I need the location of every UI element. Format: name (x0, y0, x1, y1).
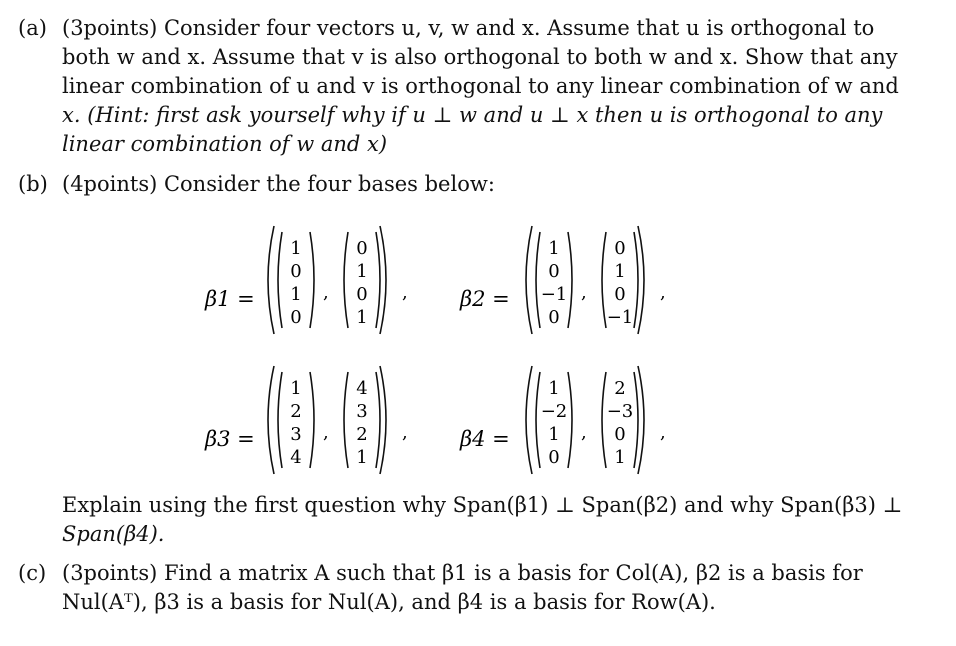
vector-entry: 1 (290, 238, 302, 259)
part-b-intro: (4points) Consider the four bases below: (62, 172, 495, 196)
svg-text:,: , (660, 422, 666, 443)
vector-entry: 1 (356, 447, 368, 468)
vector-entry: 1 (614, 261, 626, 282)
basis-label: β4 = (460, 427, 510, 451)
part-a-label: (a) (18, 16, 47, 40)
vector-entry: 0 (548, 447, 560, 468)
vector-entry: 1 (356, 307, 368, 328)
part-a-line-1: (3points) Consider four vectors u, v, w and x. Assume that u is orthogonal to (62, 16, 875, 40)
vector-entry: 1 (548, 238, 560, 259)
vector-entry: 1 (290, 378, 302, 399)
part-c-line-1: (3points) Find a matrix A such that β1 is a basis for Col(A), β2 is a basis for (62, 561, 863, 585)
svg-text:,: , (402, 282, 408, 303)
part-b-explain-2: Span(β4). (62, 522, 165, 546)
vector-entry: 1 (548, 424, 560, 445)
svg-text:,: , (581, 422, 587, 443)
svg-text:,: , (402, 422, 408, 443)
vector-entry: 0 (614, 238, 626, 259)
basis-label: β2 = (460, 287, 510, 311)
vector-entry: 0 (290, 261, 302, 282)
part-a-line-5: linear combination of w and x) (62, 132, 388, 156)
vector-entry: 0 (356, 284, 368, 305)
vector-entry: 0 (290, 307, 302, 328)
vector-entry: 2 (290, 401, 302, 422)
basis-4 (459, 366, 666, 474)
vector-entry: 0 (548, 261, 560, 282)
bases-figure (0, 212, 956, 502)
part-b-explain-1: Explain using the first question why Span(β1) ⊥ Span(β2) and why Span(β3) ⊥ (62, 493, 903, 517)
part-a-line-3: linear combination of u and v is orthogonal to any linear combination of w and (62, 74, 899, 98)
vector-entry: 1 (290, 284, 302, 305)
vector-entry: 1 (614, 447, 626, 468)
part-a-line-4: x. (Hint: first ask yourself why if u ⊥ w and u ⊥ x then u is orthogonal to any (62, 103, 883, 127)
vector-entry: −1 (606, 307, 634, 328)
vector-entry: 3 (290, 424, 302, 445)
vector-entry: 0 (614, 424, 626, 445)
vector-entry: 0 (356, 238, 368, 259)
vector-entry: −3 (606, 401, 634, 422)
vector-entry: 3 (356, 401, 368, 422)
vector-entry: 0 (614, 284, 626, 305)
vector-entry: 4 (290, 447, 302, 468)
svg-text:,: , (660, 282, 666, 303)
basis-1 (204, 226, 408, 334)
vector-entry: −2 (540, 401, 568, 422)
part-b-label: (b) (18, 172, 48, 196)
basis-2 (459, 226, 666, 334)
part-c-line-2: Nul(Aᵀ), β3 is a basis for Nul(A), and β4 is a basis for Row(A). (62, 590, 716, 614)
vector-entry: 1 (548, 378, 560, 399)
vector-entry: 1 (356, 261, 368, 282)
part-c-label: (c) (18, 561, 47, 585)
part-a-line-2: both w and x. Assume that v is also orthogonal to both w and x. Show that any (62, 45, 898, 69)
svg-text:,: , (581, 282, 587, 303)
vector-entry: 0 (548, 307, 560, 328)
svg-text:,: , (323, 422, 329, 443)
svg-text:,: , (323, 282, 329, 303)
vector-entry: 4 (356, 378, 368, 399)
vector-entry: 2 (614, 378, 626, 399)
basis-3 (204, 366, 408, 474)
vector-entry: −1 (540, 284, 568, 305)
basis-label: β3 = (205, 427, 255, 451)
vector-entry: 2 (356, 424, 368, 445)
basis-label: β1 = (205, 287, 255, 311)
